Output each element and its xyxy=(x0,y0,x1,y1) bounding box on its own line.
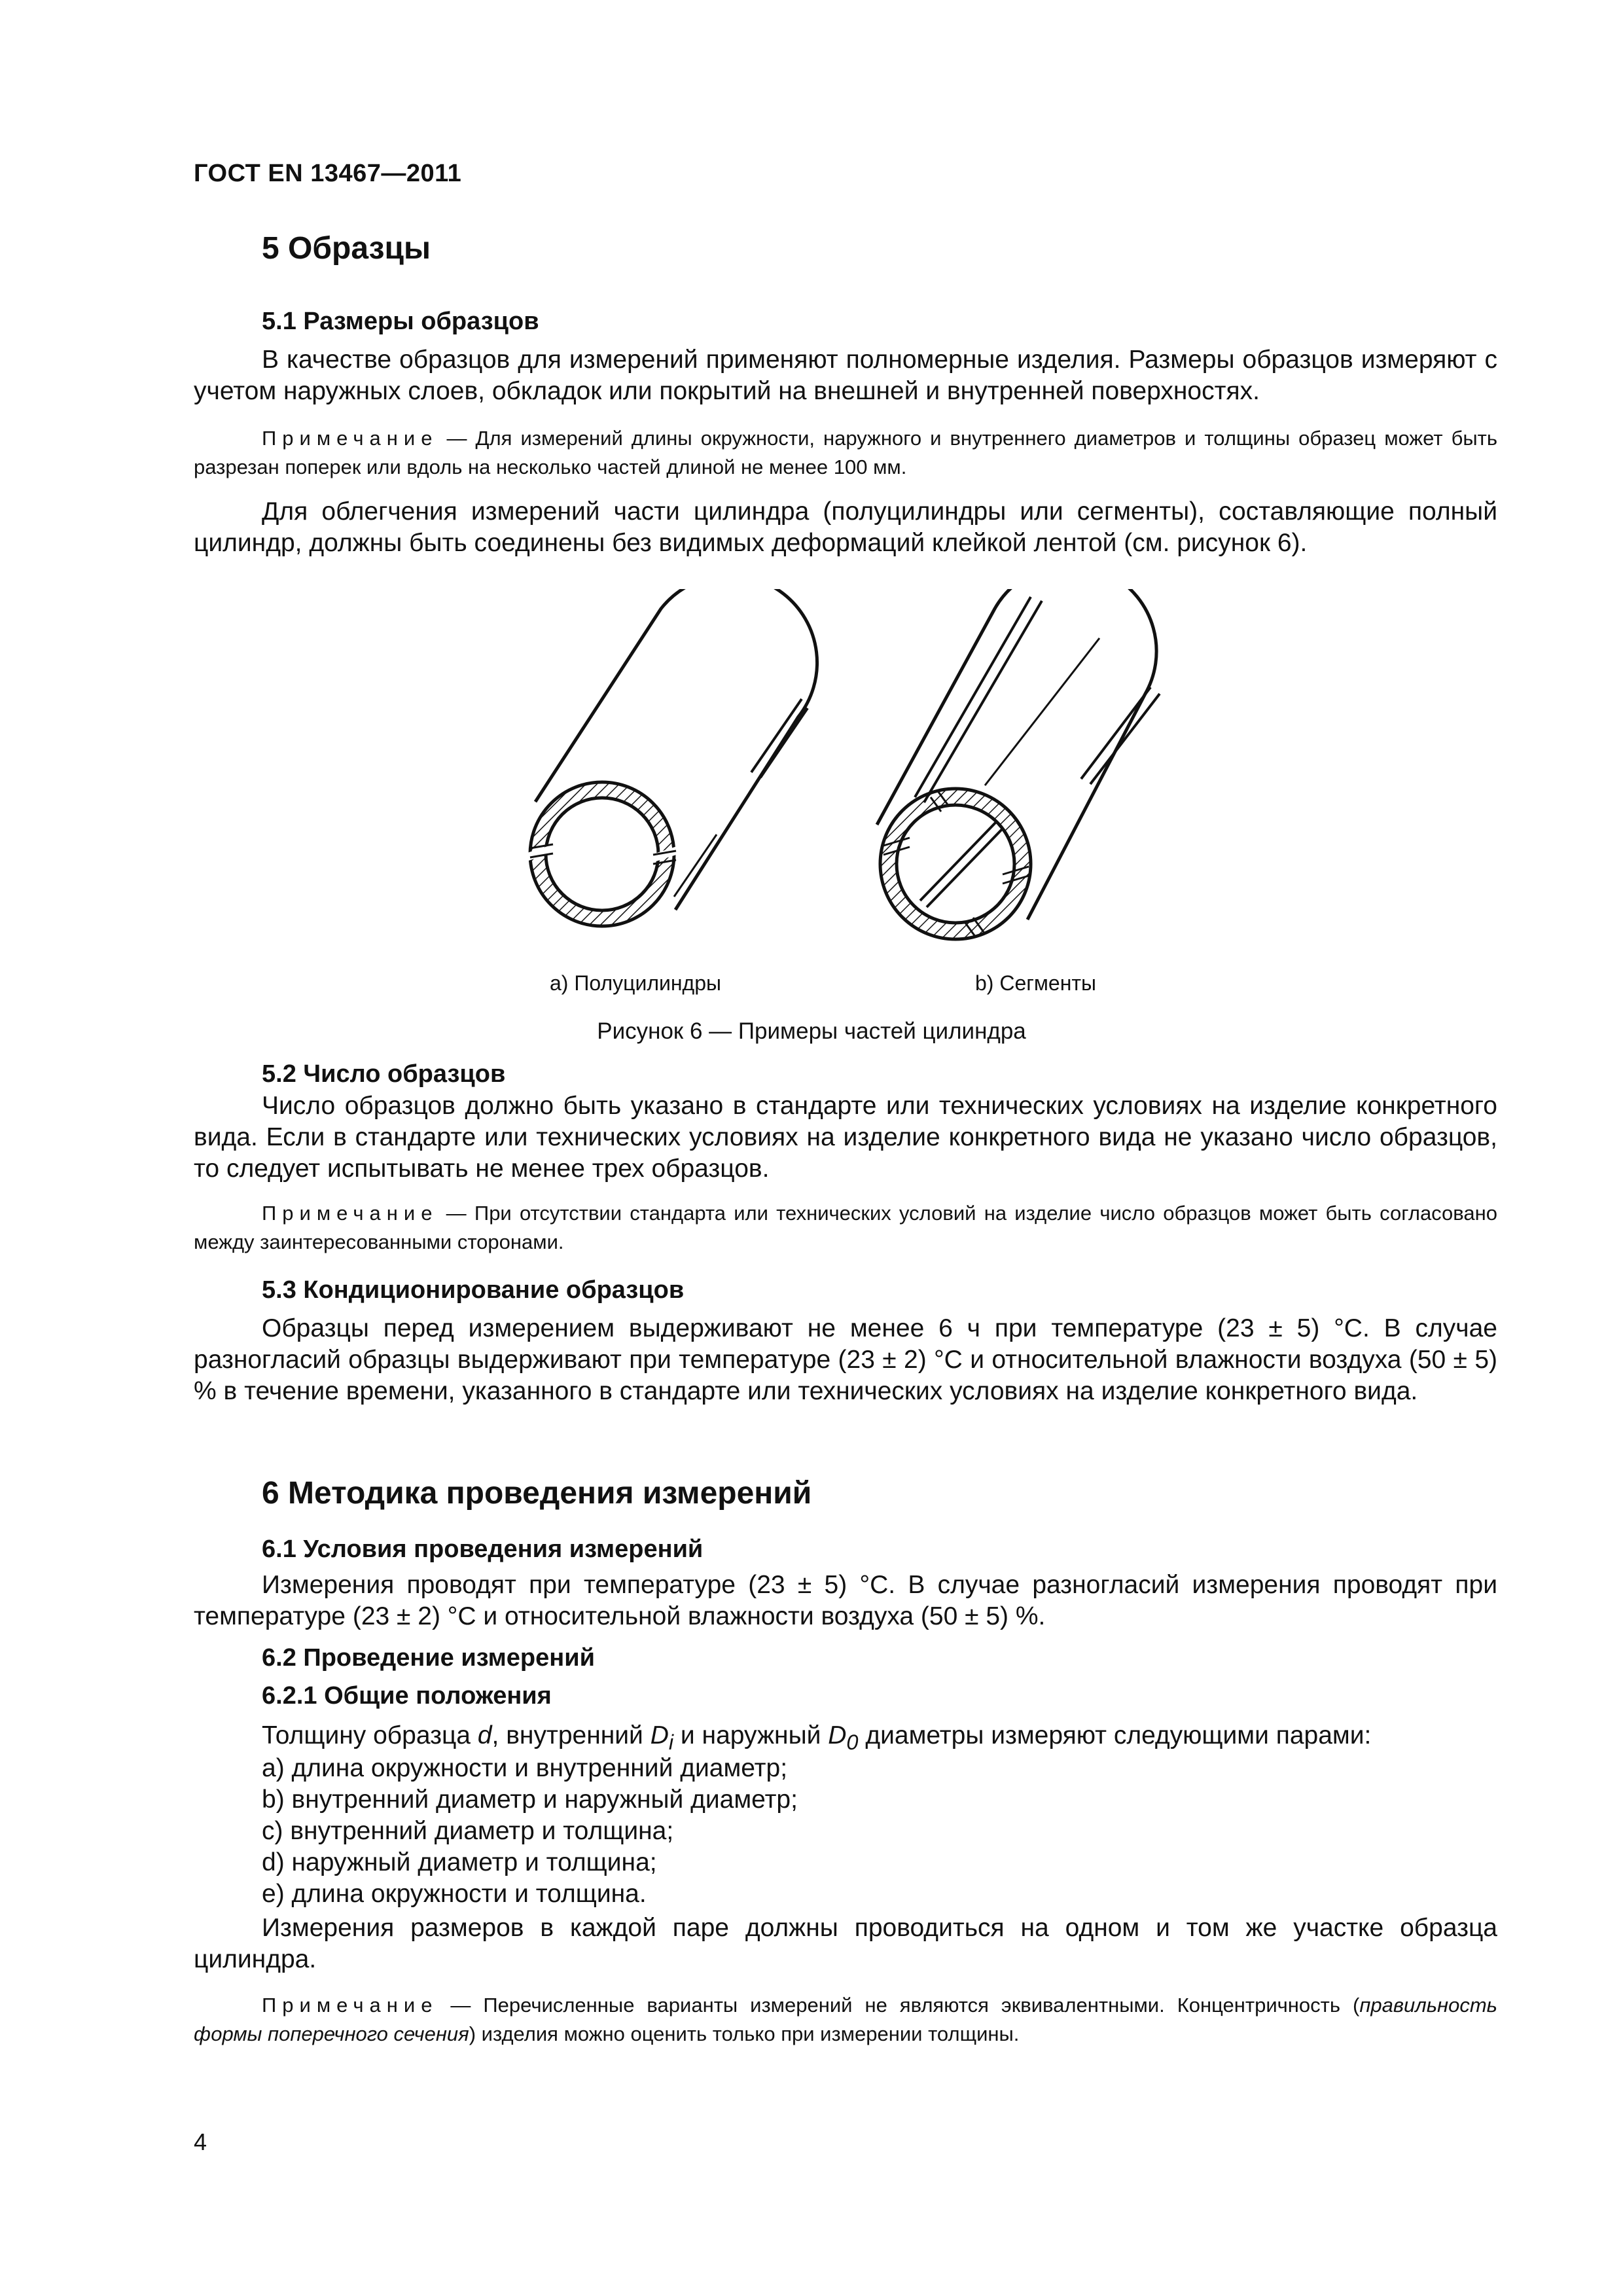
section-6-2-1-intro: Толщину образца d, внутренний $D_i$ и наружный $D_0$ диаметры измеряют следующими парами: xyxy=(262,1721,1372,1754)
figure-label-b: b) Сегменты xyxy=(975,971,1097,995)
section-5-1-paragraph-2: Для облегчения измерений части цилиндра (полуцилиндры или сегменты), составляющие полный цилиндр, должны быть соединены без видимых деформаций клейкой лентой (см. рисунок 6). xyxy=(194,497,1497,557)
page-number: 4 xyxy=(194,2128,207,2155)
section-6-1-title: 6.1 Условия проведения измерений xyxy=(262,1535,704,1563)
figure-half-cylinders xyxy=(458,589,851,956)
figure-caption: Рисунок 6 — Примеры частей цилиндра xyxy=(597,1018,1026,1044)
note-1: Примечание — Для измерений длины окружности, наружного и внутреннего диаметров и толщины образец может быть разрезан поперек или вдоль на несколько частей длиной не менее 100 мм. xyxy=(194,427,1497,478)
symbol-outer-diameter: $D_0$ xyxy=(828,1721,859,1754)
section-5-3-paragraph: Образцы перед измерением выдерживают не менее 6 ч при температуре (23 ± 5) °С. В случае разногласий образцы выдерживают при температуре (23 ± 2) °С и относительной влажности воздуха (50 ± 5) % в течение времени, указанного в стандарте или технических условиях на изделие конкретного вида. xyxy=(194,1314,1497,1405)
note-3: Примечание — Перечисленные варианты измерений не являются эквивалентными. Концентричность (правильность формы поперечного сечения) изделия можно оценить только при измерении толщины. xyxy=(194,1994,1497,2045)
section-6-2-1-paragraph-2: Измерения размеров в каждой паре должны проводиться на одном и том же участке образца цилиндра. xyxy=(194,1914,1497,1973)
section-5-title: 5 Образцы xyxy=(262,231,431,266)
section-6-title: 6 Методика проведения измерений xyxy=(262,1476,812,1511)
section-5-1-title: 5.1 Размеры образцов xyxy=(262,308,539,335)
symbol-inner-diameter: $D_i$ xyxy=(650,1721,674,1754)
figure-segments xyxy=(857,589,1250,956)
standard-header: ГОСТ EN 13467—2011 xyxy=(194,160,462,187)
list-item: c) внутренний диаметр и толщина; xyxy=(262,1817,674,1845)
section-6-2-title: 6.2 Проведение измерений xyxy=(262,1644,595,1672)
note-label: Примечание xyxy=(262,1202,438,1225)
section-5-3-title: 5.3 Кондиционирование образцов xyxy=(262,1276,685,1304)
list-item: b) внутренний диаметр и наружный диаметр; xyxy=(262,1785,798,1814)
note-label: Примечание xyxy=(262,1994,438,2017)
figure-label-a: a) Полуцилиндры xyxy=(550,971,721,995)
note-label: Примечание xyxy=(262,427,438,450)
list-item: a) длина окружности и внутренний диаметр; xyxy=(262,1754,788,1782)
note-2: Примечание — При отсутствии стандарта или технических условий на изделие число образцов может быть согласовано между заинтересованными сторонами. xyxy=(194,1202,1497,1253)
section-5-2-title: 5.2 Число образцов xyxy=(262,1060,506,1088)
list-item: e) длина окружности и толщина. xyxy=(262,1880,647,1908)
list-item: d) наружный диаметр и толщина; xyxy=(262,1848,657,1876)
section-6-1-paragraph: Измерения проводят при температуре (23 ± 5) °С. В случае разногласий измерения проводят при температуре (23 ± 2) °С и относительной влажности воздуха (50 ± 5) %. xyxy=(194,1571,1497,1630)
section-6-2-1-title: 6.2.1 Общие положения xyxy=(262,1682,552,1710)
symbol-thickness: d xyxy=(477,1721,492,1749)
section-5-2-paragraph: Число образцов должно быть указано в стандарте или технических условиях на изделие конкретного вида. Если в стандарте или технических условиях на изделие конкретного вида не указано число образцов, то следует испытывать не менее трех образцов. xyxy=(194,1092,1497,1183)
section-5-1-paragraph-1: В качестве образцов для измерений применяют полномерные изделия. Размеры образцов измеряют с учетом наружных слоев, обкладок или покрытий на внешней и внутренней поверхностях. xyxy=(194,346,1497,405)
measurement-pairs-list xyxy=(262,1753,798,1910)
